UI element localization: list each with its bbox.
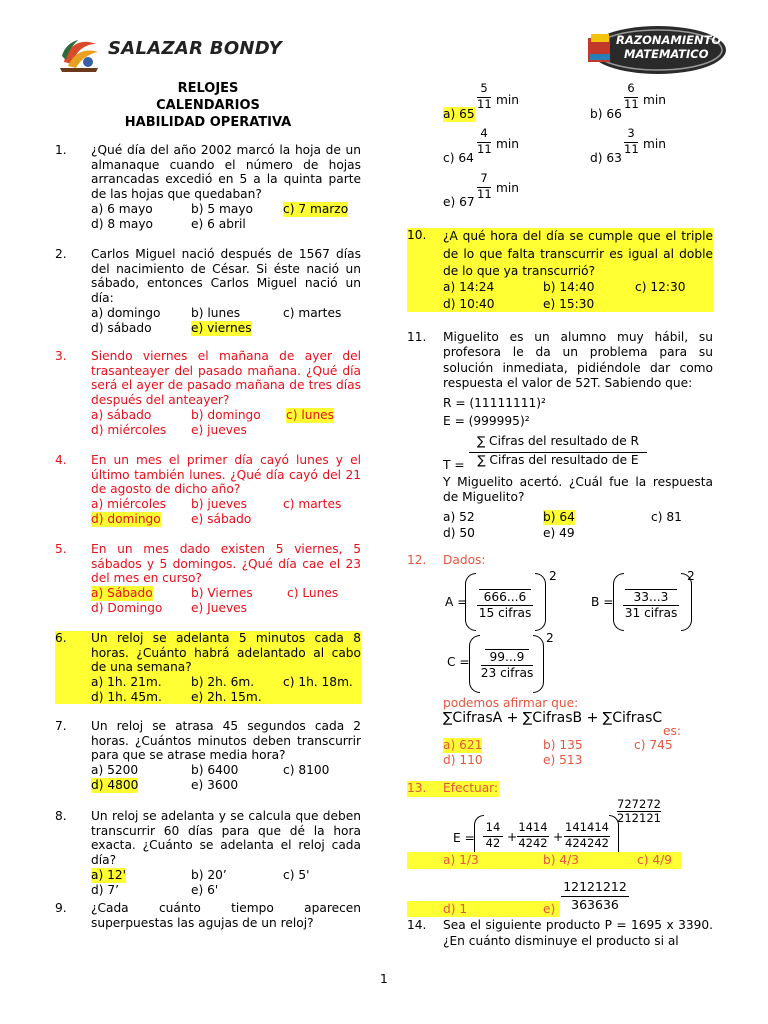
- option-d: d) Domingo: [91, 601, 163, 615]
- option-d: d) 7’: [91, 883, 119, 897]
- fraction-1: [483, 821, 503, 849]
- option-b: b) Viernes: [191, 586, 253, 600]
- plus: +: [553, 830, 564, 844]
- question-text: Sea el siguiente producto P = 1695 x 3390. ¿En cuánto disminuye el producto si al: [443, 918, 713, 948]
- school-logo: [58, 34, 102, 74]
- question-text: ¿Cada cuánto tiempo aparecen superpuestas las agujas de un reloj?: [91, 901, 361, 930]
- fraction-d: [624, 127, 638, 155]
- question-number: 12.: [407, 553, 427, 567]
- denominator: 424242: [565, 836, 609, 850]
- question-number: 8.: [55, 809, 67, 823]
- numerator: 3: [627, 126, 635, 140]
- option-c: c) 745: [634, 738, 673, 752]
- numerator: 14: [485, 820, 501, 834]
- t-denominator: ∑ Cifras del resultado de E: [469, 452, 647, 468]
- question-number: 4.: [55, 453, 67, 467]
- question-text: Miguelito es un alumno muy hábil, su profesora le da un problema para su solución inmediata, pidiéndole dar como respuesta el valor de 52T. Sabiendo que:: [443, 330, 713, 391]
- question-text: Un reloj se adelanta y se calcula que deben transcurrir 60 días para que dé la hora exacta. ¿Cuánto se adelanta el reloj cada día?: [91, 809, 361, 867]
- option-d: d) 4800: [91, 778, 139, 792]
- option-c: c) 4/9: [637, 853, 672, 867]
- option-b: b) 64: [543, 510, 575, 524]
- option-c: c) martes: [283, 306, 342, 320]
- unit-min: min: [496, 137, 519, 151]
- option-a: a) 14:24: [443, 280, 495, 294]
- question-number: 14.: [407, 918, 427, 932]
- option-c: c) martes: [283, 497, 342, 511]
- option-a: a) miércoles: [91, 497, 166, 511]
- option-b: b) 14:40: [543, 280, 595, 294]
- b-lhs: B =: [591, 595, 614, 609]
- question-label: Efectuar:: [443, 781, 499, 795]
- denominator: 11: [624, 97, 639, 111]
- c-exponent: 2: [546, 631, 554, 645]
- question-text: Un reloj se atrasa 45 segundos cada 2 horas. ¿Cuántos minutos deben transcurrir para que se atrase media hora?: [91, 719, 361, 763]
- paren-right: [533, 635, 544, 693]
- numerator: 4: [480, 126, 488, 140]
- question-13: [407, 781, 713, 917]
- value-e: E = (999995)²: [443, 414, 530, 428]
- options-highlight: [407, 901, 560, 917]
- question-number: 2.: [55, 247, 67, 261]
- fraction-b: [624, 82, 638, 110]
- unit-min: min: [643, 93, 666, 107]
- denominator: 11: [477, 142, 492, 156]
- exponent-fraction: [617, 798, 661, 824]
- question-number: 6.: [55, 631, 67, 645]
- option-c: c) lunes: [286, 408, 335, 422]
- option-c: c) 12:30: [635, 280, 686, 294]
- question-text: Un reloj se adelanta 5 minutos cada 8 horas. ¿Cuánto habrá adelantado al cabo de una semana?: [91, 631, 361, 675]
- question-number: 1.: [55, 143, 67, 157]
- option-b: b) 4/3: [543, 853, 579, 867]
- option-a: a) 6 mayo: [91, 202, 153, 216]
- option-b: b) 66: [590, 107, 622, 121]
- fraction-3: [564, 821, 610, 849]
- option-a: a) 12': [91, 868, 126, 882]
- question-text: ¿A qué hora del día se cumple que el triple de lo que falta transcurrir es igual al doble de lo que ya transcurrió?: [443, 229, 713, 278]
- option-e: e) 6': [191, 883, 219, 897]
- denominator: 11: [624, 142, 639, 156]
- question-9-options: [443, 80, 723, 215]
- option-e: e) Jueves: [191, 601, 248, 615]
- option-a: a) domingo: [91, 306, 161, 320]
- option-a: a) sábado: [91, 408, 152, 422]
- numerator: 5: [480, 81, 488, 95]
- option-b: b) 2h. 6m.: [191, 675, 255, 689]
- question-number: 13.: [407, 781, 427, 795]
- e-lhs: E =: [453, 831, 475, 845]
- option-d: d) 50: [443, 526, 475, 540]
- b-exponent: 2: [687, 569, 695, 583]
- es-label: es:: [663, 724, 681, 738]
- numerator: 727272: [617, 797, 661, 811]
- option-a: a) 5200: [91, 763, 139, 777]
- option-e: e) jueves: [191, 423, 247, 437]
- option-e: e) sábado: [191, 512, 252, 526]
- option-a: a) 1/3: [443, 853, 479, 867]
- b-top: 33...3: [633, 590, 669, 604]
- option-a: a) 52: [443, 510, 475, 524]
- option-c: c) 7 marzo: [283, 202, 349, 216]
- sum-expression: ∑CifrasA + ∑CifrasB + ∑CifrasC: [443, 710, 663, 726]
- option-b: b) lunes: [191, 306, 241, 320]
- a-top: 666...6: [483, 590, 527, 604]
- option-b: b) jueves: [191, 497, 248, 511]
- unit-min: min: [496, 93, 519, 107]
- option-e: e) 15:30: [543, 297, 595, 311]
- c-number: [477, 649, 537, 680]
- badge-line-2: MATEMATICO: [624, 47, 709, 61]
- title-relojes: RELOJES: [177, 81, 239, 96]
- a-number: [473, 589, 537, 620]
- option-d: d) 10:40: [443, 297, 495, 311]
- option-d: d) 8 mayo: [91, 217, 154, 231]
- option-b: b) 5 mayo: [191, 202, 254, 216]
- question-number: 9.: [55, 901, 67, 915]
- option-c: c) 64: [443, 151, 474, 165]
- c-bottom: 23 cifras: [480, 665, 534, 680]
- question-number: 3.: [55, 349, 67, 363]
- option-b: b) domingo: [191, 408, 261, 422]
- numerator: 141414: [565, 820, 609, 834]
- page-number: 1: [380, 972, 388, 986]
- option-d: d) 110: [443, 753, 483, 767]
- question-number: 7.: [55, 719, 67, 733]
- option-d: d) miércoles: [91, 423, 167, 437]
- option-e: e) 3600: [191, 778, 239, 792]
- option-a: a) 621: [443, 738, 483, 752]
- option-e-fraction: [561, 879, 629, 912]
- title-habilidad-operativa: HABILIDAD OPERATIVA: [124, 115, 292, 130]
- option-e: e): [543, 902, 556, 916]
- c-lhs: C =: [447, 655, 470, 669]
- c-top: 99...9: [489, 650, 525, 664]
- option-e: e) 513: [543, 753, 583, 767]
- question-number: 11.: [407, 330, 427, 344]
- option-c: c) Lunes: [287, 586, 339, 600]
- option-b: b) 6400: [191, 763, 239, 777]
- question-text: En un mes dado existen 5 viernes, 5 sábados y 5 domingos. ¿Qué día cae el 23 del mes en curso?: [91, 542, 361, 586]
- question-number: 5.: [55, 542, 67, 556]
- option-d: d) 1h. 45m.: [91, 690, 162, 704]
- question-text: Siendo viernes el mañana de ayer del trasanteayer del pasado mañana. ¿Qué día será el ayer de pasado mañana de tres días después del anteayer?: [91, 349, 361, 407]
- a-bottom: 15 cifras: [478, 605, 532, 620]
- plus: +: [507, 830, 518, 844]
- option-e: e) 49: [543, 526, 575, 540]
- school-name: SALAZAR BONDY: [108, 38, 282, 59]
- badge-line-1: RAZONAMIENTO: [616, 33, 722, 47]
- question-text-after: Y Miguelito acertó. ¿Cuál fue la respuesta de Miguelito?: [443, 475, 713, 505]
- denominator: 11: [477, 187, 492, 201]
- option-c: c) 1h. 18m.: [283, 675, 353, 689]
- fraction-2: [517, 821, 549, 849]
- paren-right: [535, 573, 546, 631]
- a-lhs: A =: [445, 595, 468, 609]
- option-b: b) 135: [543, 738, 583, 752]
- option-c: c) 5': [283, 868, 310, 882]
- t-label: T =: [443, 458, 465, 472]
- question-text: En un mes el primer día cayó lunes y el último también lunes. ¿Qué día cayó del 21 de agosto de dicho año?: [91, 453, 361, 497]
- option-e: e) 6 abril: [191, 217, 246, 231]
- b-bottom: 31 cifras: [624, 605, 678, 620]
- fraction-e: [477, 172, 491, 200]
- option-c: c) 81: [651, 510, 682, 524]
- option-d: d) 1: [443, 902, 468, 916]
- numerator: 6: [627, 81, 635, 95]
- option-d: d) domingo: [91, 512, 161, 526]
- option-d: d) 63: [590, 151, 622, 165]
- option-e: e) 67: [443, 195, 475, 209]
- question-text: ¿Qué día del año 2002 marcó la hoja de un almanaque cuando el número de hojas arrancadas excedió en 5 a la quinta parte de las hojas que quedaban?: [91, 143, 361, 201]
- fraction-a: [477, 82, 491, 110]
- razonamiento-matematico-badge: [584, 24, 726, 76]
- value-r: R = (11111111)²: [443, 396, 546, 410]
- option-e: e) 2h. 15m.: [191, 690, 262, 704]
- b-number: [619, 589, 683, 620]
- denominator: 212121: [617, 811, 661, 825]
- fraction-c: [477, 127, 491, 155]
- question-text: Carlos Miguel nació después de 1567 días del nacimiento de César. Si éste nació un sábado, entonces Carlos Miguel nació un día:: [91, 247, 361, 305]
- question-number: 10.: [407, 228, 427, 242]
- question-text-2: podemos afirmar que:: [443, 696, 579, 710]
- denominator: 11: [477, 97, 492, 111]
- t-fraction: [469, 434, 647, 468]
- denominator: 42: [483, 836, 503, 849]
- unit-min: min: [643, 137, 666, 151]
- option-d: d) sábado: [91, 321, 152, 335]
- option-a: a) 1h. 21m.: [91, 675, 162, 689]
- denominator: 363636: [561, 896, 629, 912]
- question-label: Dados:: [443, 553, 486, 567]
- option-b: b) 20’: [191, 868, 227, 882]
- title-calendarios: CALENDARIOS: [156, 98, 260, 113]
- option-e: e) viernes: [191, 321, 252, 335]
- option-a: a) 65: [443, 107, 475, 121]
- unit-min: min: [496, 181, 519, 195]
- t-numerator: ∑ Cifras del resultado de R: [476, 434, 640, 448]
- option-a: a) Sábado: [91, 586, 153, 600]
- option-c: c) 8100: [283, 763, 330, 777]
- question-12: [407, 553, 713, 768]
- numerator: 12121212: [563, 879, 627, 894]
- a-exponent: 2: [549, 569, 557, 583]
- numerator: 1414: [518, 820, 548, 834]
- numerator: 7: [480, 171, 488, 185]
- denominator: 4242: [518, 836, 548, 850]
